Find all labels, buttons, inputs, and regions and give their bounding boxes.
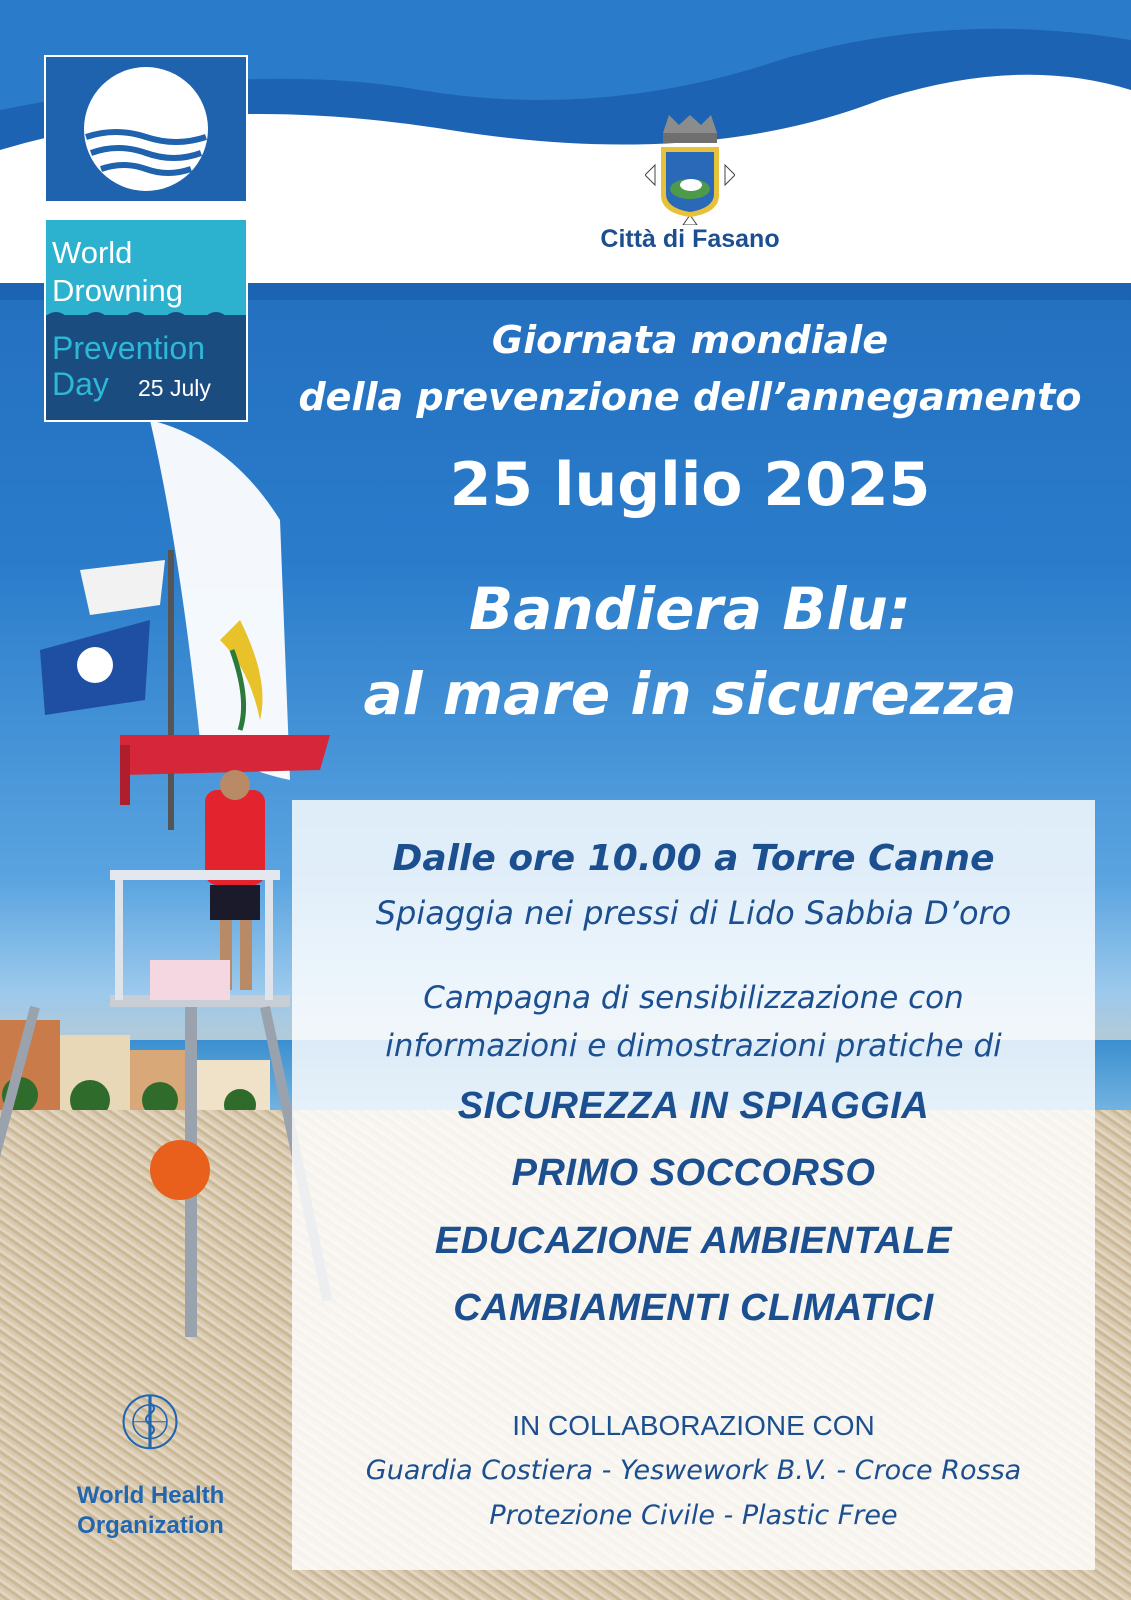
event-spot: Spiaggia nei pressi di Lido Sabbia D’oro: [375, 894, 1012, 932]
headline-line1: Giornata mondiale: [491, 318, 889, 362]
wdpd-line2: Drowning: [52, 273, 183, 308]
title-line2: al mare in sicurezza: [363, 660, 1017, 728]
campaign-line2: informazioni e dimostrazioni pratiche di: [385, 1028, 1002, 1064]
wdpd-date: 25 July: [138, 375, 211, 401]
info-panel: [292, 800, 1095, 1570]
who-name-line2: Organization: [77, 1512, 224, 1539]
who-emblem-icon: [95, 1390, 205, 1480]
blue-flag-icon: [46, 57, 246, 201]
world-drowning-prevention-day-logo: [44, 218, 248, 422]
fasano-crest-icon: [645, 115, 735, 225]
title-line1: Bandiera Blu:: [469, 575, 911, 643]
blue-flag-logo: [44, 55, 248, 203]
headline-line2: della prevenzione dell’annegamento: [298, 375, 1082, 419]
wdpd-line4: Day: [52, 366, 109, 402]
topic-item: SICUREZZA IN SPIAGGIA: [457, 1085, 930, 1127]
collaboration-title: IN COLLABORAZIONE CON: [512, 1410, 875, 1441]
collaboration-partners-2: Protezione Civile - Plastic Free: [489, 1500, 898, 1531]
wdpd-line3: Prevention: [52, 330, 205, 366]
topic-item: CAMBIAMENTI CLIMATICI: [453, 1287, 934, 1329]
who-name-line1: World Health: [76, 1482, 225, 1509]
collaboration-partners-1: Guardia Costiera - Yeswework B.V. - Croce Rossa: [365, 1455, 1022, 1486]
topic-item: EDUCAZIONE AMBIENTALE: [434, 1220, 953, 1262]
wdpd-wave-icon: [46, 308, 246, 326]
event-location: Dalle ore 10.00 a Torre Canne: [392, 838, 995, 879]
wdpd-title-1: [52, 234, 183, 310]
event-date: 25 luglio 2025: [449, 450, 931, 520]
fasano-name: Città di Fasano: [600, 225, 780, 253]
topic-item: PRIMO SOCCORSO: [511, 1152, 876, 1194]
wdpd-line1: World: [52, 235, 133, 270]
campaign-line1: Campagna di sensibilizzazione con: [423, 980, 964, 1016]
